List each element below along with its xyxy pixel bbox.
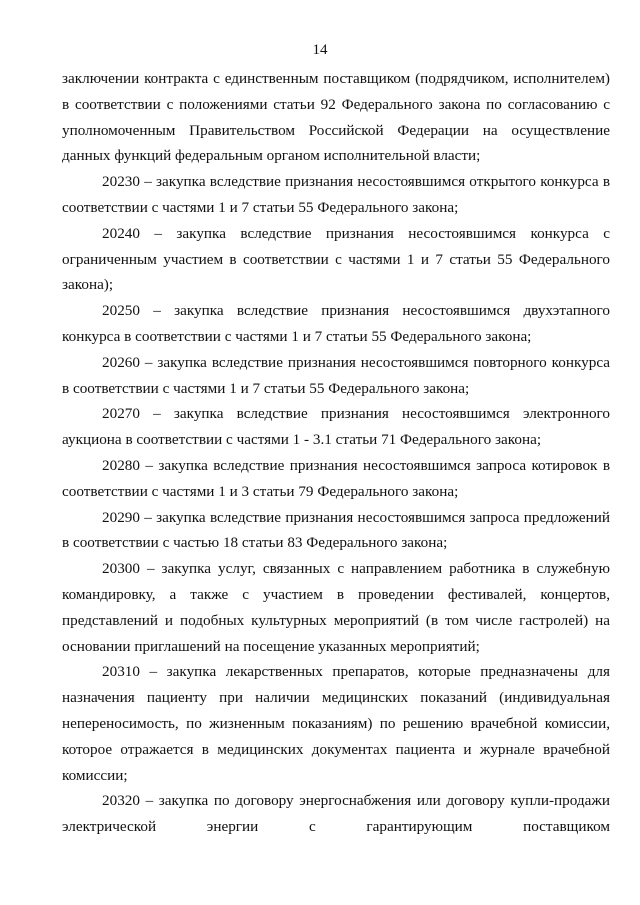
document-body (62, 66, 610, 840)
paragraph-20320: 20320 – закупка по договору энергоснабжения или договору купли-продажи электрической энергии с гарантирующим поставщиком (62, 792, 610, 836)
paragraph-20280: 20280 – закупка вследствие признания несостоявшимся запроса котировок в соответствии с частями 1 и 3 статьи 79 Федерального закона; (62, 456, 610, 500)
paragraph-20260: 20260 – закупка вследствие признания несостоявшимся повторного конкурса в соответствии с частями 1 и 7 статьи 55 Федерального закона; (62, 353, 610, 397)
paragraph-20310: 20310 – закупка лекарственных препаратов, которые предназначены для назначения пациенту при наличии медицинских показаний (индивидуальная непереносимость, по жизненным показаниям) по решению врачебной комиссии, которое отражается в медицинских документах пациента и журнале врачебной комиссии; (62, 663, 610, 784)
paragraph-20290: 20290 – закупка вследствие признания несостоявшимся запроса предложений в соответствии с частью 18 статьи 83 Федерального закона; (62, 508, 610, 552)
page-number: 14 (312, 42, 328, 58)
paragraph-20300: 20300 – закупка услуг, связанных с направлением работника в служебную командировку, а также с участием в проведении фестивалей, концертов, представлений и подобных культурных мероприятий (в том числе гастролей) на основании приглашений на посещение указанных мероприятий; (62, 560, 610, 655)
paragraph-20250: 20250 – закупка вследствие признания несостоявшимся двухэтапного конкурса в соответствии с частями 1 и 7 статьи 55 Федерального закона; (62, 302, 610, 345)
paragraph-20270: 20270 – закупка вследствие признания несостоявшимся электронного аукциона в соответствии с частями 1 - 3.1 статьи 71 Федерального закона; (62, 405, 610, 449)
paragraph-20230: 20230 – закупка вследствие признания несостоявшимся открытого конкурса в соответствии с частями 1 и 7 статьи 55 Федерального закона; (62, 173, 610, 216)
paragraph-continuation: заключении контракта с единственным поставщиком (подрядчиком, исполнителем) в соответствии с положениями статьи 92 Федерального закона по согласованию с уполномоченным Правительством Российской Федерации на осуществление данных функций федеральным органом исполнительной власти; (62, 70, 610, 165)
paragraph-20240: 20240 – закупка вследствие признания несостоявшимся конкурса с ограниченным участием в соответствии с частями 1 и 7 статьи 55 Федерального закона); (62, 224, 610, 294)
